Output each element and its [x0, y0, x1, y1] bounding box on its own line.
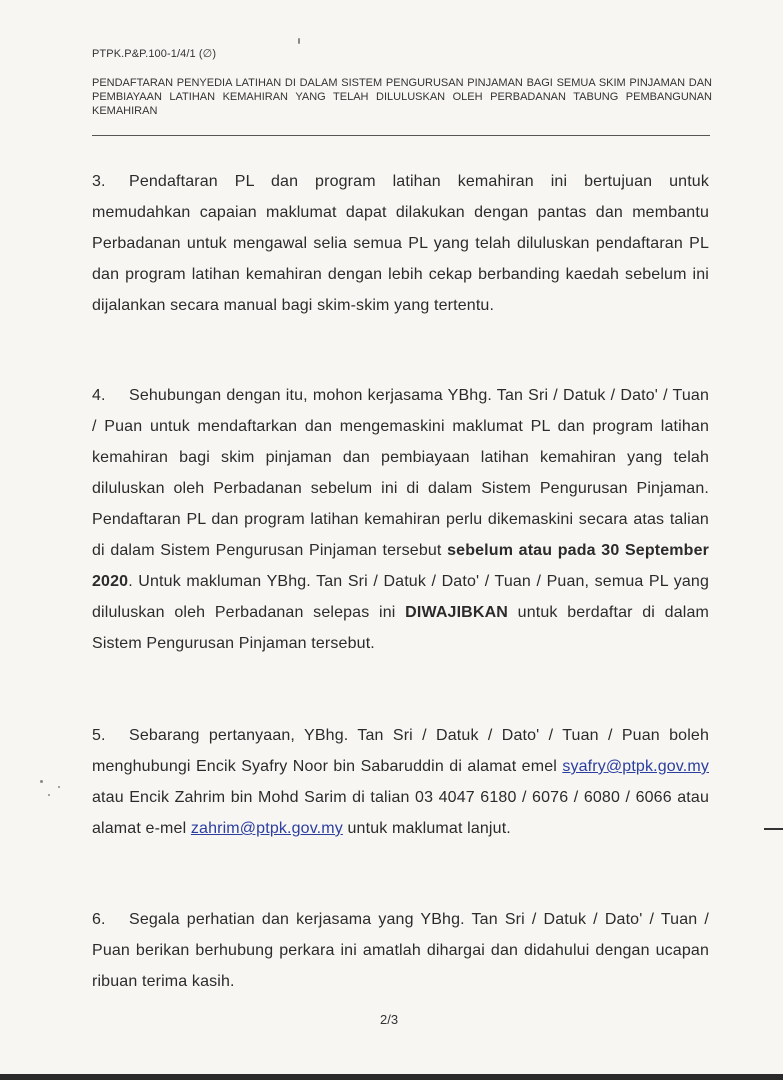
paragraph-3 — [92, 166, 709, 321]
paragraph-4-text-c: untuk berdaftar di dalam Sistem Pengurusan Pinjaman tersebut. — [92, 604, 709, 652]
margin-mark — [764, 828, 783, 830]
paragraph-4-number: 4. — [92, 387, 106, 404]
reference-number: PTPK.P&P.100-1/4/1 (∅) — [92, 48, 217, 60]
paragraph-6-number: 6. — [92, 911, 106, 928]
paragraph-5 — [92, 720, 709, 844]
paragraph-4-text-b: . Untuk makluman YBhg. Tan Sri / Datuk / Dato' / Tuan / Puan, semua PL yang diluluskan oleh Perbadanan selepas ini — [92, 573, 709, 621]
scan-speck — [48, 794, 50, 796]
scan-speck — [298, 38, 300, 44]
paragraph-3-number: 3. — [92, 173, 106, 190]
email-link-syafry[interactable]: syafry@ptpk.gov.my — [562, 758, 709, 775]
paragraph-5-text-c: untuk maklumat lanjut. — [342, 820, 511, 837]
paragraph-5-text-a: Sebarang pertanyaan, YBhg. Tan Sri / Datuk / Dato' / Tuan / Puan boleh menghubungi Encik Syafry Noor bin Sabaruddin di alamat emel — [92, 727, 709, 775]
paragraph-6-text: Segala perhatian dan kerjasama yang YBhg. Tan Sri / Datuk / Dato' / Tuan / Puan berikan berhubung perkara ini amatlah dihargai dan didahului dengan ucapan ribuan terima kasih. — [92, 911, 709, 990]
paragraph-6 — [92, 904, 709, 997]
scan-bottom-edge — [0, 1074, 783, 1080]
paragraph-3-text: Pendaftaran PL dan program latihan kemahiran ini bertujuan untuk memudahkan capaian maklumat dapat dilakukan dengan pantas dan membantu Perbadanan untuk mengawal selia semua PL yang telah diluluskan pendaftaran PL dan program latihan kemahiran dengan lebih cekap berbanding kaedah sebelum ini dijalankan secara manual bagi skim-skim yang tertentu. — [92, 173, 709, 314]
document-header-title: PENDAFTARAN PENYEDIA LATIHAN DI DALAM SISTEM PENGURUSAN PINJAMAN BAGI SEMUA SKIM PINJAMAN DAN PEMBIAYAAN LATIHAN KEMAHIRAN YANG TELAH DILULUSKAN OLEH PERBADANAN TABUNG PEMBANGUNAN KEMAHIRAN — [92, 77, 712, 117]
header-divider — [92, 135, 710, 136]
paragraph-5-text-b: atau Encik Zahrim bin Mohd Sarim di talian 03 4047 6180 / 6076 / 6080 / 6066 atau alamat e-mel — [92, 789, 709, 837]
scan-speck — [58, 786, 60, 788]
scan-speck — [40, 780, 43, 783]
mandatory-emphasis: DIWAJIBKAN — [405, 604, 508, 621]
paragraph-4 — [92, 380, 709, 659]
registration-deadline: sebelum atau pada 30 September 2020 — [92, 542, 710, 590]
email-link-zahrim[interactable]: zahrim@ptpk.gov.my — [190, 820, 343, 837]
paragraph-4-text-a: Sehubungan dengan itu, mohon kerjasama YBhg. Tan Sri / Datuk / Dato' / Tuan / Puan untuk mendaftarkan dan mengemaskini maklumat PL dan program latihan kemahiran bagi skim pinjaman dan pembiayaan latihan kemahiran yang telah diluluskan oleh Perbadanan sebelum ini di dalam Sistem Pengurusan Pinjaman. Pendaftaran PL dan program latihan kemahiran perlu dikemaskini secara atas talian di dalam Sistem Pengurusan Pinjaman tersebut — [92, 387, 709, 559]
paragraph-5-number: 5. — [92, 727, 106, 744]
page-number: 2/3 — [380, 1012, 399, 1027]
